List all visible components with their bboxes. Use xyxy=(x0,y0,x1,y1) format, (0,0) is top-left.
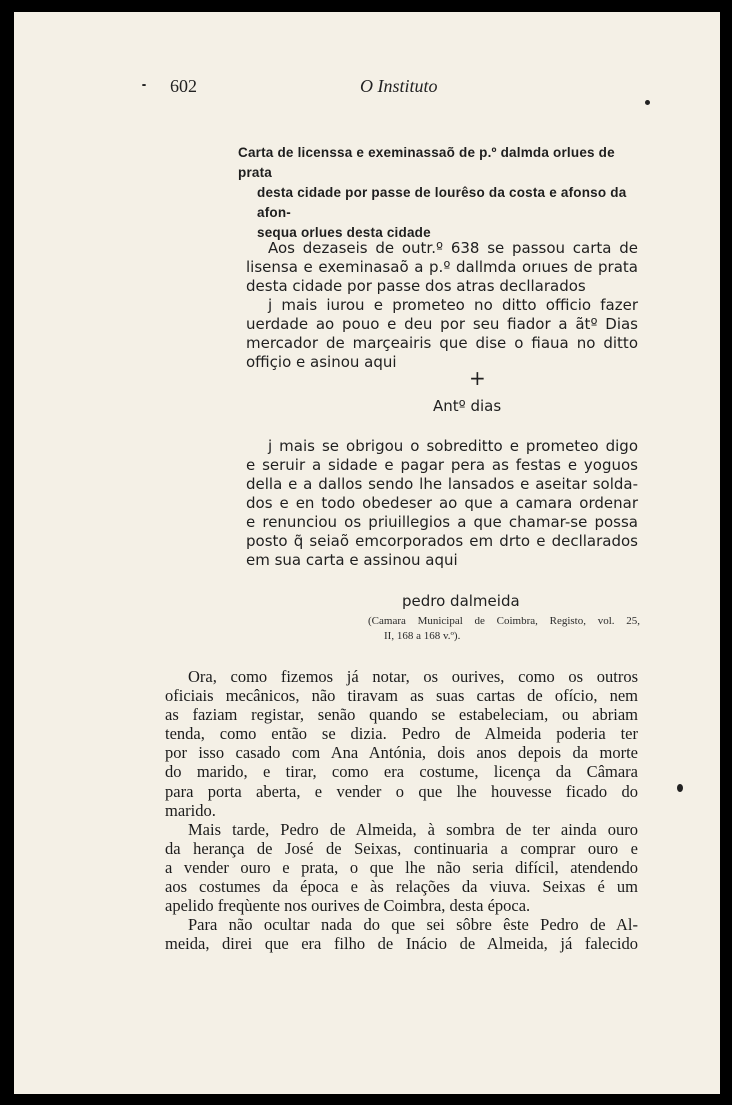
body-line: da herança de José de Seixas, continuaria a comprar ouro e xyxy=(165,838,638,858)
text-line: lisensa e exeminasaõ a p.º dallmda orıues de prata xyxy=(246,258,638,276)
body-line: marido. xyxy=(165,800,216,820)
text-line: em sua carta e assinou aqui xyxy=(246,551,458,569)
body-line: do marido, e tirar, como era costume, licença da Câmara xyxy=(165,762,638,782)
body-text xyxy=(165,667,638,953)
page xyxy=(14,12,720,1094)
text-line: offiçio e asinou aqui xyxy=(246,353,397,371)
body-line: oficiais mecânicos, não tiravam as suas cartas de ofício, nem xyxy=(165,686,638,706)
ink-speck xyxy=(677,784,683,792)
document-heading xyxy=(238,143,638,243)
cross-mark: + xyxy=(469,366,486,390)
signature-pedro-dalmeida: pedro dalmeida xyxy=(402,592,520,610)
body-line: tenda, como então se dizia. Pedro de Almeida poderia ter xyxy=(165,724,638,744)
page-number: 602 xyxy=(170,76,197,96)
body-line: aos costumes da época e às relações da viuva. Seixas é um xyxy=(165,877,638,897)
heading-line: Carta de licenssa e exeminassaõ de p.º dalmda orlues de prata xyxy=(238,145,615,180)
text-line: mercador de marçeairis que dise o fiaua no ditto xyxy=(246,334,638,352)
body-line: Ora, como fizemos já notar, os ourives, como os outros xyxy=(188,667,638,686)
document-paragraph-2 xyxy=(246,437,638,570)
signature-antonio-dias: Antº dias xyxy=(433,397,502,415)
text-line: e renunciou os priuillegios a que chamar-se possa xyxy=(246,513,638,531)
heading-line: desta cidade por passe de lourêso da costa e afonso da afon- xyxy=(257,185,627,220)
text-line: della e a dallos sendo lhe lansados e aseitar solda- xyxy=(246,475,638,493)
text-line: j mais iurou e prometeo no ditto officio fazer xyxy=(268,296,638,314)
body-line: as faziam registar, senão quando se estabeleciam, ou abriam xyxy=(165,705,638,725)
text-line: desta cidade por passe dos atras decllarados xyxy=(246,277,586,295)
ink-speck xyxy=(645,100,650,105)
body-line: meida, direi que era filho de Inácio de Almeida, já falecido xyxy=(165,934,638,954)
document-paragraph-1 xyxy=(246,239,638,372)
body-line: Mais tarde, Pedro de Almeida, à sombra de ter ainda ouro xyxy=(188,819,638,839)
source-citation xyxy=(368,614,640,644)
heading-line: sequa orlues desta cidade xyxy=(257,225,431,240)
text-line: Aos dezaseis de outr.º 638 se passou carta de xyxy=(268,239,638,257)
running-title: O Instituto xyxy=(360,76,438,96)
text-line: e seruir a sidade e pagar pera as festas e yoguos xyxy=(246,456,638,474)
citation-line: (Camara Municipal de Coimbra, Registo, vol. 25, xyxy=(368,615,640,627)
citation-line: II, 168 a 168 v.º). xyxy=(384,630,461,642)
body-line: por isso casado com Ana Antónia, dois anos depois da morte xyxy=(165,743,638,763)
text-line: posto q̃ seiaõ emcorporados em drto e decllarados xyxy=(246,532,638,550)
ink-speck xyxy=(142,84,146,86)
text-line: dos e en todo obedeser ao que a camara ordenar xyxy=(246,494,638,512)
text-line: j mais se obrigou o sobreditto e prometeo digo xyxy=(268,437,638,455)
body-line: para porta aberta, e vender o que lhe houvesse ficado do xyxy=(165,781,638,801)
body-line: a vender ouro e prata, o que lhe não seria difícil, atendendo xyxy=(165,857,638,877)
body-line: apelido freqùente nos ourives de Coimbra, desta época. xyxy=(165,896,531,916)
text-line: uerdade ao pouo e deu por seu fiador a ãtº Dias xyxy=(246,315,638,333)
body-line: Para não ocultar nada do que sei sôbre êste Pedro de Al- xyxy=(188,915,638,935)
